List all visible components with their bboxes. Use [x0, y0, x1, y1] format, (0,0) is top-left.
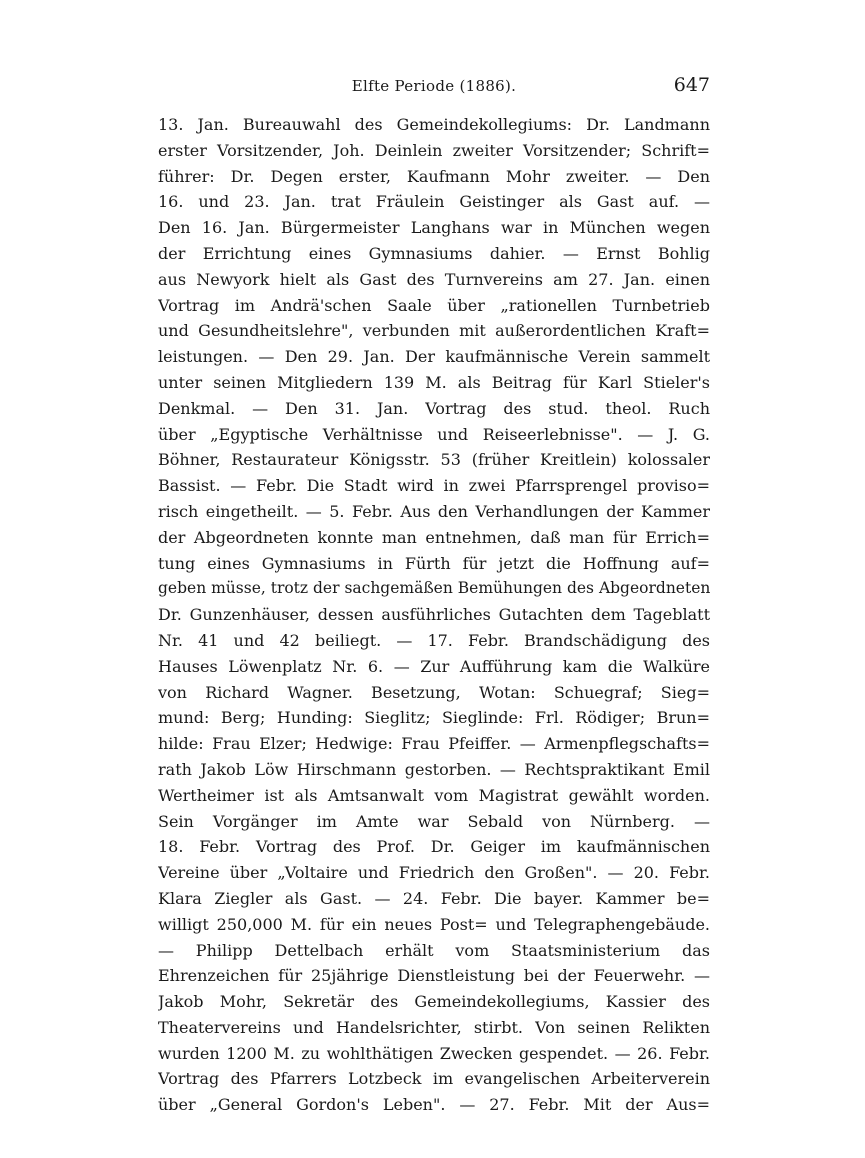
text-line: geben müsse, trotz der sachgemäßen Bemühungen des Abgeordneten: [158, 579, 710, 598]
text-line: Jakob Mohr, Sekretär des Gemeindekollegiums, Kassier des: [158, 992, 710, 1012]
text-line: Vortrag des Pfarrers Lotzbeck im evangelischen Arbeiterverein: [158, 1069, 710, 1089]
text-line: unter seinen Mitgliedern 139 M. als Beitrag für Karl Stieler's: [158, 372, 710, 392]
text-line: Denkmal. — Den 31. Jan. Vortrag des stud. theol. Ruch: [158, 398, 710, 418]
text-line: der Errichtung eines Gymnasiums dahier. — Ernst Bohlig: [158, 243, 710, 263]
text-line: 16. und 23. Jan. trat Fräulein Geistinger als Gast auf. —: [158, 192, 710, 212]
page-number: 647: [673, 74, 710, 96]
text-line: Nr. 41 und 42 beiliegt. — 17. Febr. Brandschädigung des: [158, 630, 710, 650]
text-line: von Richard Wagner. Besetzung, Wotan: Schuegraf; Sieg=: [158, 682, 710, 702]
text-line: aus Newyork hielt als Gast des Turnvereins am 27. Jan. einen: [158, 269, 710, 289]
text-line: 18. Febr. Vortrag des Prof. Dr. Geiger im kaufmännischen: [158, 837, 710, 857]
text-line: Den 16. Jan. Bürgermeister Langhans war in München wegen: [158, 218, 710, 238]
text-line: hilde: Frau Elzer; Hedwige: Frau Pfeiffer. — Armenpflegschafts=: [158, 734, 710, 754]
text-line: rath Jakob Löw Hirschmann gestorben. — Rechtspraktikant Emil: [158, 759, 710, 779]
text-line: — Philipp Dettelbach erhält vom Staatsministerium das: [158, 940, 710, 960]
text-line: Dr. Gunzenhäuser, dessen ausführliches Gutachten dem Tageblatt: [158, 605, 710, 625]
body-text: [158, 112, 710, 1118]
text-line: führer: Dr. Degen erster, Kaufmann Mohr zweiter. — Den: [158, 166, 710, 186]
text-line: willigt 250,000 M. für ein neues Post= und Telegraphengebäude.: [158, 914, 710, 934]
text-line: der Abgeordneten konnte man entnehmen, daß man für Errich=: [158, 527, 710, 547]
text-line: 13. Jan. Bureauwahl des Gemeindekollegiums: Dr. Landmann: [158, 115, 710, 134]
text-line: Sein Vorgänger im Amte war Sebald von Nürnberg. —: [158, 811, 710, 831]
text-line: wurden 1200 M. zu wohlthätigen Zwecken gespendet. — 26. Febr.: [158, 1043, 710, 1063]
text-line: Klara Ziegler als Gast. — 24. Febr. Die bayer. Kammer be=: [158, 888, 710, 908]
text-line: Bassist. — Febr. Die Stadt wird in zwei Pfarrsprengel proviso=: [158, 476, 710, 496]
text-line: Theatervereins und Handelsrichter, stirbt. Von seinen Relikten: [158, 1017, 710, 1037]
text-line: tung eines Gymnasiums in Fürth für jetzt die Hoffnung auf=: [158, 553, 710, 573]
text-line: leistungen. — Den 29. Jan. Der kaufmännische Verein sammelt: [158, 347, 710, 367]
text-line: risch eingetheilt. — 5. Febr. Aus den Verhandlungen der Kammer: [158, 501, 710, 521]
text-line: mund: Berg; Hunding: Sieglitz; Sieglinde: Frl. Rödiger; Brun=: [158, 708, 710, 728]
text-line: Vortrag im Andrä'schen Saale über „rationellen Turnbetrieb: [158, 295, 710, 315]
text-line: erster Vorsitzender, Joh. Deinlein zweiter Vorsitzender; Schrift=: [158, 140, 710, 160]
text-line: und Gesundheitslehre", verbunden mit außerordentlichen Kraft=: [158, 321, 710, 341]
text-line: Hauses Löwenplatz Nr. 6. — Zur Aufführung kam die Walküre: [158, 656, 710, 676]
running-header: [156, 74, 712, 100]
text-line: Vereine über „Voltaire und Friedrich den Großen". — 20. Febr.: [158, 863, 710, 883]
text-line: über „Egyptische Verhältnisse und Reiseerlebnisse". — J. G.: [158, 424, 710, 444]
text-line: Böhner, Restaurateur Königsstr. 53 (früher Kreitlein) kolossaler: [158, 450, 710, 470]
running-title: Elfte Periode (1886).: [351, 77, 517, 95]
text-line: Wertheimer ist als Amtsanwalt vom Magistrat gewählt worden.: [158, 785, 710, 805]
text-line: Ehrenzeichen für 25jährige Dienstleistung bei der Feuerwehr. —: [158, 966, 710, 986]
text-line: über „General Gordon's Leben". — 27. Febr. Mit der Aus=: [158, 1095, 710, 1115]
